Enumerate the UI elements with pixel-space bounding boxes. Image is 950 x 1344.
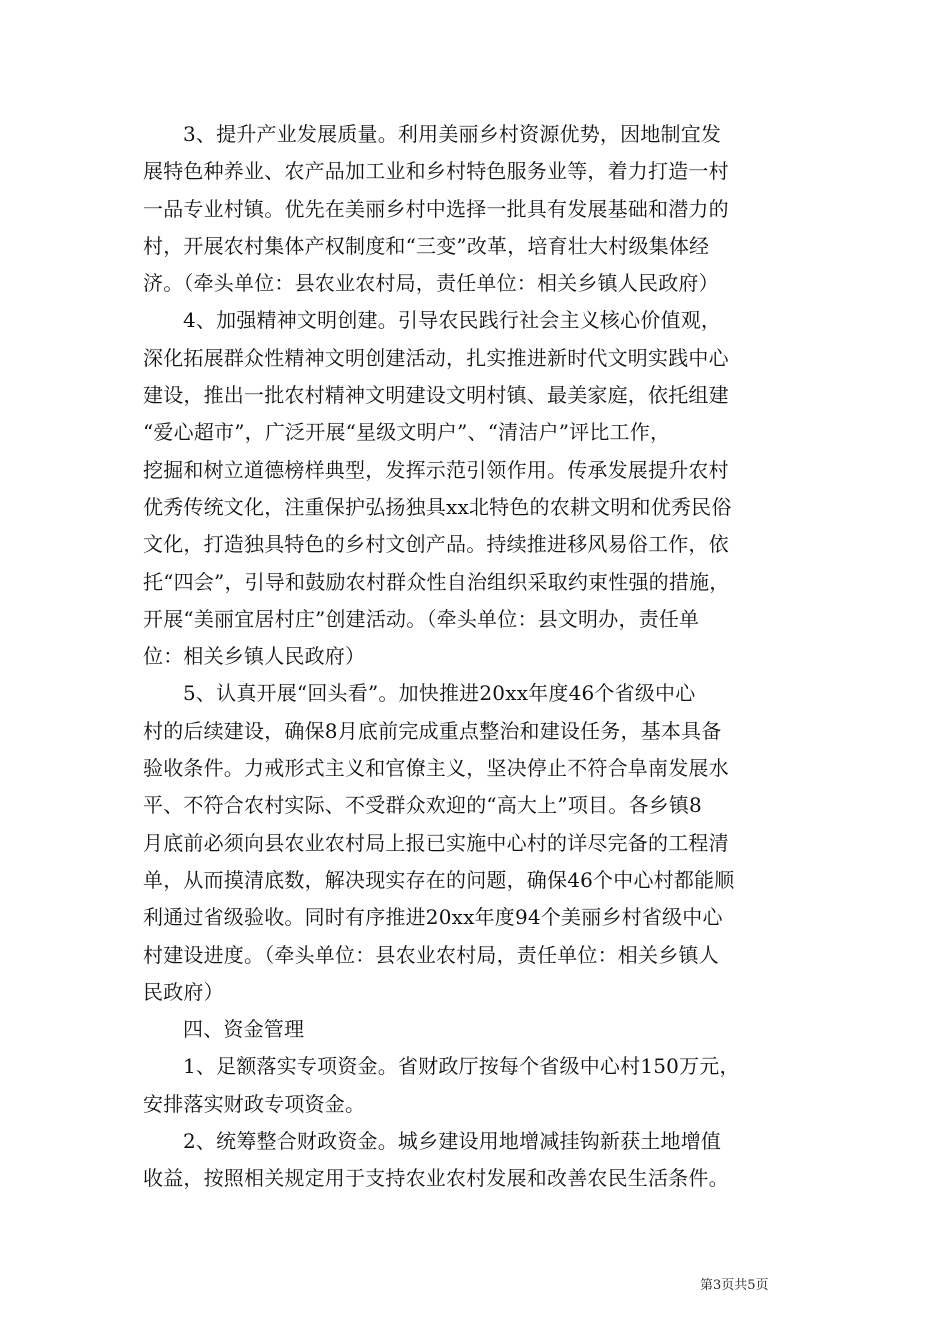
text-line: 位：相关乡镇人民政府） bbox=[143, 644, 366, 669]
text-line: 托“四会”，引导和鼓励农村群众性自治组织采取约束性强的措施， bbox=[143, 569, 730, 594]
text-line: 利通过省级验收。同时有序推进20xx年度94个美丽乡村省级中心 bbox=[143, 905, 723, 930]
text-line: 2、统筹整合财政资金。城乡建设用地增减挂钩新获土地增值 bbox=[183, 1129, 722, 1154]
text-line: 民政府） bbox=[143, 979, 224, 1004]
text-line: 单，从而摸清底数，解决现实存在的问题，确保46个中心村都能顺 bbox=[143, 867, 735, 892]
text-line: 深化拓展群众性精神文明创建活动，扎实推进新时代文明实践中心 bbox=[143, 345, 729, 370]
text-line: 村的后续建设，确保8月底前完成重点整治和建设任务，基本具备 bbox=[143, 718, 722, 743]
paragraph bbox=[143, 116, 808, 302]
paragraph bbox=[143, 1011, 808, 1048]
text-line: 村建设进度。（牵头单位：县农业农村局，责任单位：相关乡镇人 bbox=[143, 942, 719, 967]
text-line: 开展“美丽宜居村庄”创建活动。（牵头单位：县文明办，责任单 bbox=[143, 606, 700, 631]
text-line: 优秀传统文化，注重保护弘扬独具xx北特色的农耕文明和优秀民俗 bbox=[143, 494, 732, 519]
text-line: 一品专业村镇。优先在美丽乡村中选择一批具有发展基础和潜力的 bbox=[143, 196, 729, 221]
text-line: 5、认真开展“回头看”。加快推进20xx年度46个省级中心 bbox=[183, 681, 696, 706]
paragraph bbox=[143, 1048, 808, 1123]
text-line: 展特色种养业、农产品加工业和乡村特色服务业等，着力打造一村 bbox=[143, 159, 729, 184]
paragraph bbox=[143, 302, 808, 675]
text-line: 文化，打造独具特色的乡村文创产品。持续推进移风易俗工作，依 bbox=[143, 532, 729, 557]
text-line: 村，开展农村集体产权制度和“三变”改革，培育壮大村级集体经 bbox=[143, 233, 710, 258]
text-line: 建设，推出一批农村精神文明建设文明村镇、最美家庭，依托组建 bbox=[143, 383, 729, 408]
text-line: 3、提升产业发展质量。利用美丽乡村资源优势，因地制宜发 bbox=[183, 122, 722, 146]
text-line: 四、资金管理 bbox=[183, 1017, 305, 1042]
paragraph bbox=[143, 675, 808, 1011]
text-line: 验收条件。力戒形式主义和官僚主义，坚决停止不符合阜南发展水 bbox=[143, 756, 729, 781]
page-number: 第3页共5页 bbox=[700, 1278, 769, 1293]
text-line: 挖掘和树立道德榜样典型，发挥示范引领作用。传承发展提升农村 bbox=[143, 457, 729, 482]
text-line: 安排落实财政专项资金。 bbox=[143, 1091, 366, 1116]
paragraph bbox=[143, 1123, 808, 1198]
text-line: 月底前必须向县农业农村局上报已实施中心村的详尽完备的工程清 bbox=[143, 830, 729, 855]
text-line: 4、加强精神文明创建。引导农民践行社会主义核心价值观， bbox=[183, 308, 722, 333]
text-line: 1、足额落实专项资金。省财政厅按每个省级中心村150万元， bbox=[183, 1054, 740, 1079]
text-line: 平、不符合农村实际、不受群众欢迎的“高大上”项目。各乡镇8 bbox=[143, 793, 702, 818]
document-body bbox=[143, 116, 808, 1198]
text-line: 收益，按照相关规定用于支持农业农村发展和改善农民生活条件。 bbox=[143, 1166, 729, 1191]
text-line: “爱心超市”，广泛开展“星级文明户”、“清洁户”评比工作， bbox=[143, 420, 671, 445]
text-line: 济。（牵头单位：县农业农村局，责任单位：相关乡镇人民政府） bbox=[143, 271, 719, 296]
